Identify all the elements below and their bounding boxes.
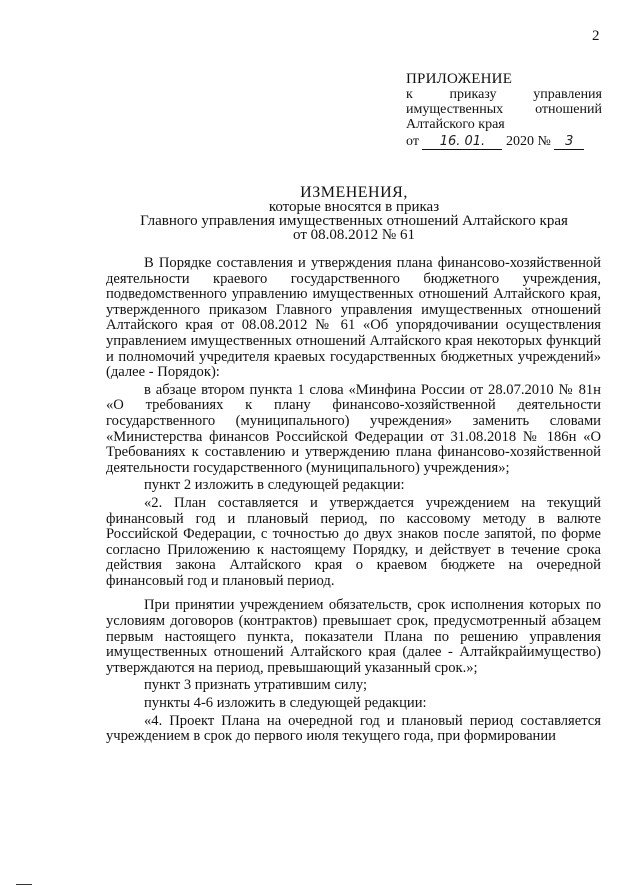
date-prefix: от [406,134,419,149]
body-paragraph: В Порядке составления и утверждения плана финансово-хозяйственной деятельности краевого государственного бюджетного учреждения, подведомственного управлению имущественных отношений Алтайского края, утвержденного приказом Главного управления имущественных отношений Алтайского края от 08.08.2012 № 61 «Об упорядочивании осуществления управлением имущественных отношений Алтайского края некоторых функций и полномочий учредителя краевых государственных бюджетных учреждений» (далее - Порядок): [106,255,601,381]
body-paragraph: в абзаце втором пункта 1 слова «Минфина России от 28.07.2010 № 81н «О требованиях к плану финансово-хозяйственной деятельности государственного (муниципального) учреждения» заменить словами «Министерства финансов Российской Федерации от 31.08.2018 № 186н «О Требованиях к составлению и утверждению плана финансово-хозяйственной деятельности государственного (муниципального) учреждения»; [106,381,601,476]
heading-line-1: которые вносятся в приказ [268,199,440,215]
page-number: 2 [592,28,600,44]
heading-title: ИЗМЕНЕНИЯ, [300,184,408,201]
body-paragraph: «2. План составляется и утверждается учреждением на текущий финансовый год и плановый период, по кассовому методу в валюте Российской Федерации, с точностью до двух знаков после запятой, по форме согласно Приложению к настоящему Порядку, и действует в течение срока действия закона Алтайского края о краевом бюджете на очередной финансовый год и плановый период. [106,494,601,589]
year-text: 2020 № [505,134,551,149]
body-paragraph: При принятии учреждением обязательств, срок исполнения которых по условиям договоров (контрактов) превышает срок, предусмотренный абзацем первым настоящего пункта, показатели Плана по решению управления имущественных отношений Алтайского края (далее - Алтайкрайимущество) утверждаются на период, превышающий указанный срок.»; [106,597,601,676]
appendix-line-2: имущественных отношений [406,102,602,117]
body-paragraph: «4. Проект Плана на очередной год и плановый период составляется учреждением в срок до первого июля текущего года, при формировании [106,712,601,745]
heading-line-3: от 08.08.2012 № 61 [293,227,415,243]
body-paragraph: пункт 2 изложить в следующей редакции: [144,477,405,494]
appendix-block [406,72,602,150]
heading-line-2: Главного управления имущественных отношений Алтайского края [140,213,568,229]
appendix-date-line [406,134,602,150]
footer-mark [16,884,32,885]
document-heading [104,186,604,242]
handwritten-number: 3 [554,134,584,150]
body-paragraph: пункты 4-6 изложить в следующей редакции: [144,695,427,712]
body-paragraph: пункт 3 признать утратившим силу; [144,677,368,694]
appendix-line-1: к приказу управления [406,87,602,102]
appendix-title: ПРИЛОЖЕНИЕ [406,71,513,87]
appendix-line-3: Алтайского края [406,117,505,132]
document-body [106,256,601,747]
handwritten-date: 16. 01. [422,134,502,150]
